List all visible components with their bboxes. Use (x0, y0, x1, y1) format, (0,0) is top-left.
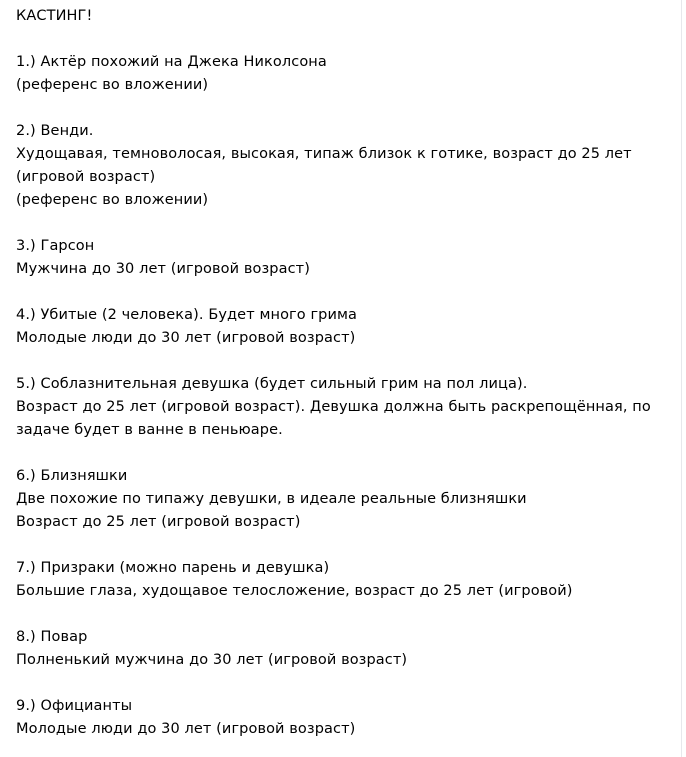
blank-line (16, 603, 672, 626)
post-title: КАСТИНГ! (16, 8, 93, 24)
role-6-line-1: Две похожие по типажу девушки, в идеале реальные близняшки (16, 491, 527, 507)
role-9-heading: 9.) Официанты (16, 698, 133, 714)
role-1-line-1: (референс во вложении) (16, 77, 209, 93)
role-2-line-3: (референс во вложении) (16, 192, 209, 208)
role-5-line-2: задаче будет в ванне в пеньюаре. (16, 422, 283, 438)
role-8-line-1: Полненький мужчина до 30 лет (игровой возраст) (16, 652, 408, 668)
role-4-heading: 4.) Убитые (2 человека). Будет много грима (16, 307, 358, 323)
blank-line (16, 672, 672, 695)
role-2-line-1: Худощавая, темноволосая, высокая, типаж близок к готике, возраст до 25 лет (16, 146, 632, 162)
role-1-heading: 1.) Актёр похожий на Джека Николсона (16, 54, 327, 70)
blank-line (16, 442, 672, 465)
role-7-line-1: Большие глаза, худощавое телосложение, возраст до 25 лет (игровой) (16, 583, 573, 599)
role-6-line-2: Возраст до 25 лет (игровой возраст) (16, 514, 301, 530)
blank-line (16, 28, 672, 51)
role-4-line-1: Молодые люди до 30 лет (игровой возраст) (16, 330, 356, 346)
role-5-heading: 5.) Соблазнительная девушка (будет сильный грим на пол лица). (16, 376, 528, 392)
blank-line (16, 212, 672, 235)
role-3-heading: 3.) Гарсон (16, 238, 95, 254)
role-5-line-1: Возраст до 25 лет (игровой возраст). Девушка должна быть раскрепощённая, по (16, 399, 651, 415)
blank-line (16, 350, 672, 373)
role-8-heading: 8.) Повар (16, 629, 88, 645)
blank-line (16, 97, 672, 120)
role-3-line-1: Мужчина до 30 лет (игровой возраст) (16, 261, 310, 277)
role-9-line-1: Молодые люди до 30 лет (игровой возраст) (16, 721, 356, 737)
blank-line (16, 534, 672, 557)
role-2-line-2: (игровой возраст) (16, 169, 156, 185)
blank-line (16, 281, 672, 304)
role-6-heading: 6.) Близняшки (16, 468, 128, 484)
right-divider (681, 0, 682, 757)
role-7-heading: 7.) Призраки (можно парень и девушка) (16, 560, 330, 576)
role-2-heading: 2.) Венди. (16, 123, 94, 139)
